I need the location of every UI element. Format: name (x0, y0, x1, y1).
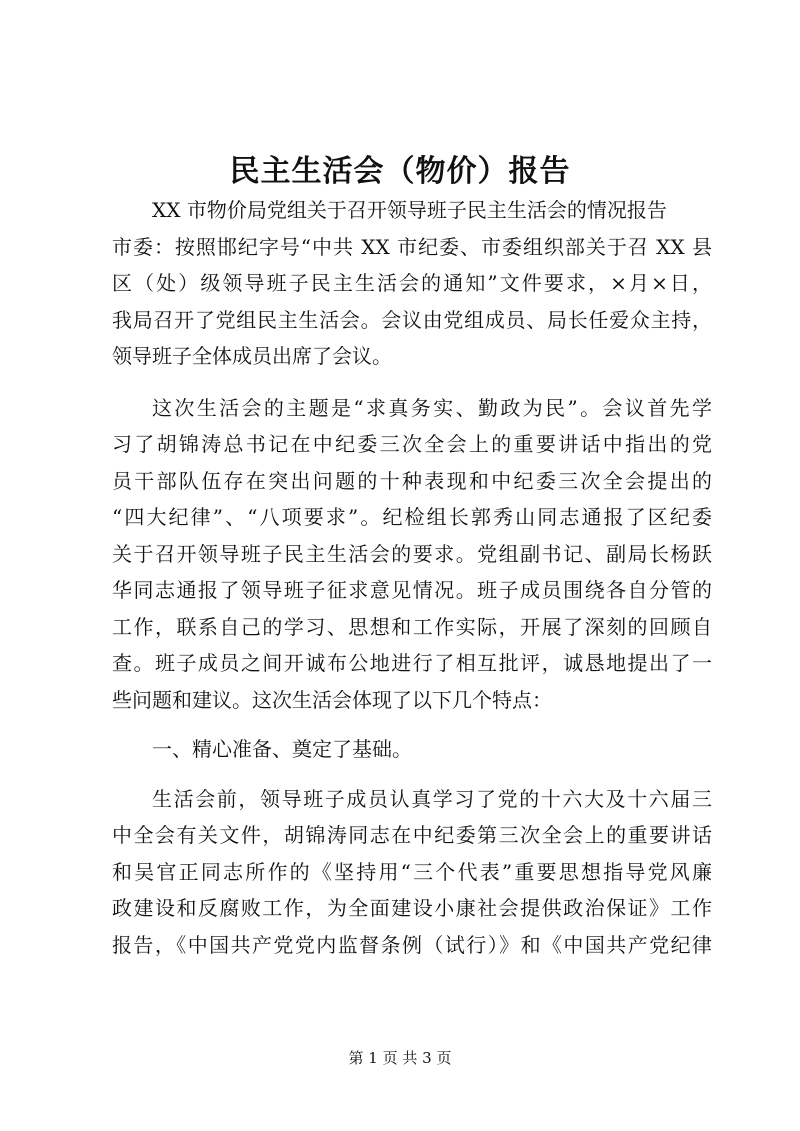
text-line: 习了胡锦涛总书记在中纪委三次全会上的重要讲话中指出的党 (112, 432, 712, 456)
text-line: 市委：按照邯纪字号“中共 XX 市纪委、市委组织部关于召 XX 县 (112, 235, 712, 259)
text-line: 和吴官正同志所作的《坚持用“三个代表”重要思想指导党风廉 (112, 860, 712, 884)
text-line: 报告，《中国共产党党内监督条例（试行）》和《中国共产党纪律 (112, 933, 712, 957)
text-line: 中全会有关文件，胡锦涛同志在中纪委第三次全会上的重要讲话 (112, 823, 712, 847)
text-line: 生活会前，领导班子成员认真学习了党的十六大及十六届三 (152, 787, 712, 811)
text-line: 区（处）级领导班子民主生活会的通知”文件要求，×月×日， (112, 271, 712, 295)
text-line: 我局召开了党组民主生活会。会议由党组成员、局长任爱众主持， (112, 308, 712, 332)
text-line: 员干部队伍存在突出问题的十种表现和中纪委三次全会提出的 (112, 469, 712, 493)
document-title: 民主生活会（物价）报告 (229, 154, 571, 189)
text-line: 工作，联系自己的学习、思想和工作实际，开展了深刻的回顾自 (112, 615, 712, 639)
text-line: 这次生活会的主题是“求真务实、勤政为民”。会议首先学 (152, 396, 712, 420)
text-line: “四大纪律”、“八项要求”。纪检组长郭秀山同志通报了区纪委 (112, 505, 712, 529)
text-line: 关于召开领导班子民主生活会的要求。党组副书记、副局长杨跃 (112, 542, 712, 566)
text-line: 领导班子全体成员出席了会议。 (112, 344, 392, 368)
text-line: 华同志通报了领导班子征求意见情况。班子成员围绕各自分管的 (112, 578, 712, 602)
text-line: XX 市物价局党组关于召开领导班子民主生活会的情况报告 (152, 198, 667, 222)
text-line: 些问题和建议。这次生活会体现了以下几个特点： (112, 688, 552, 712)
page-number-footer: 第 1 页 共 3 页 (348, 1049, 452, 1067)
text-line: 政建设和反腐败工作，为全面建设小康社会提供政治保证》工作 (112, 896, 712, 920)
text-line: 查。班子成员之间开诚布公地进行了相互批评，诚恳地提出了一 (112, 651, 712, 675)
section-heading: 一、精心准备、奠定了基础。 (152, 737, 412, 761)
